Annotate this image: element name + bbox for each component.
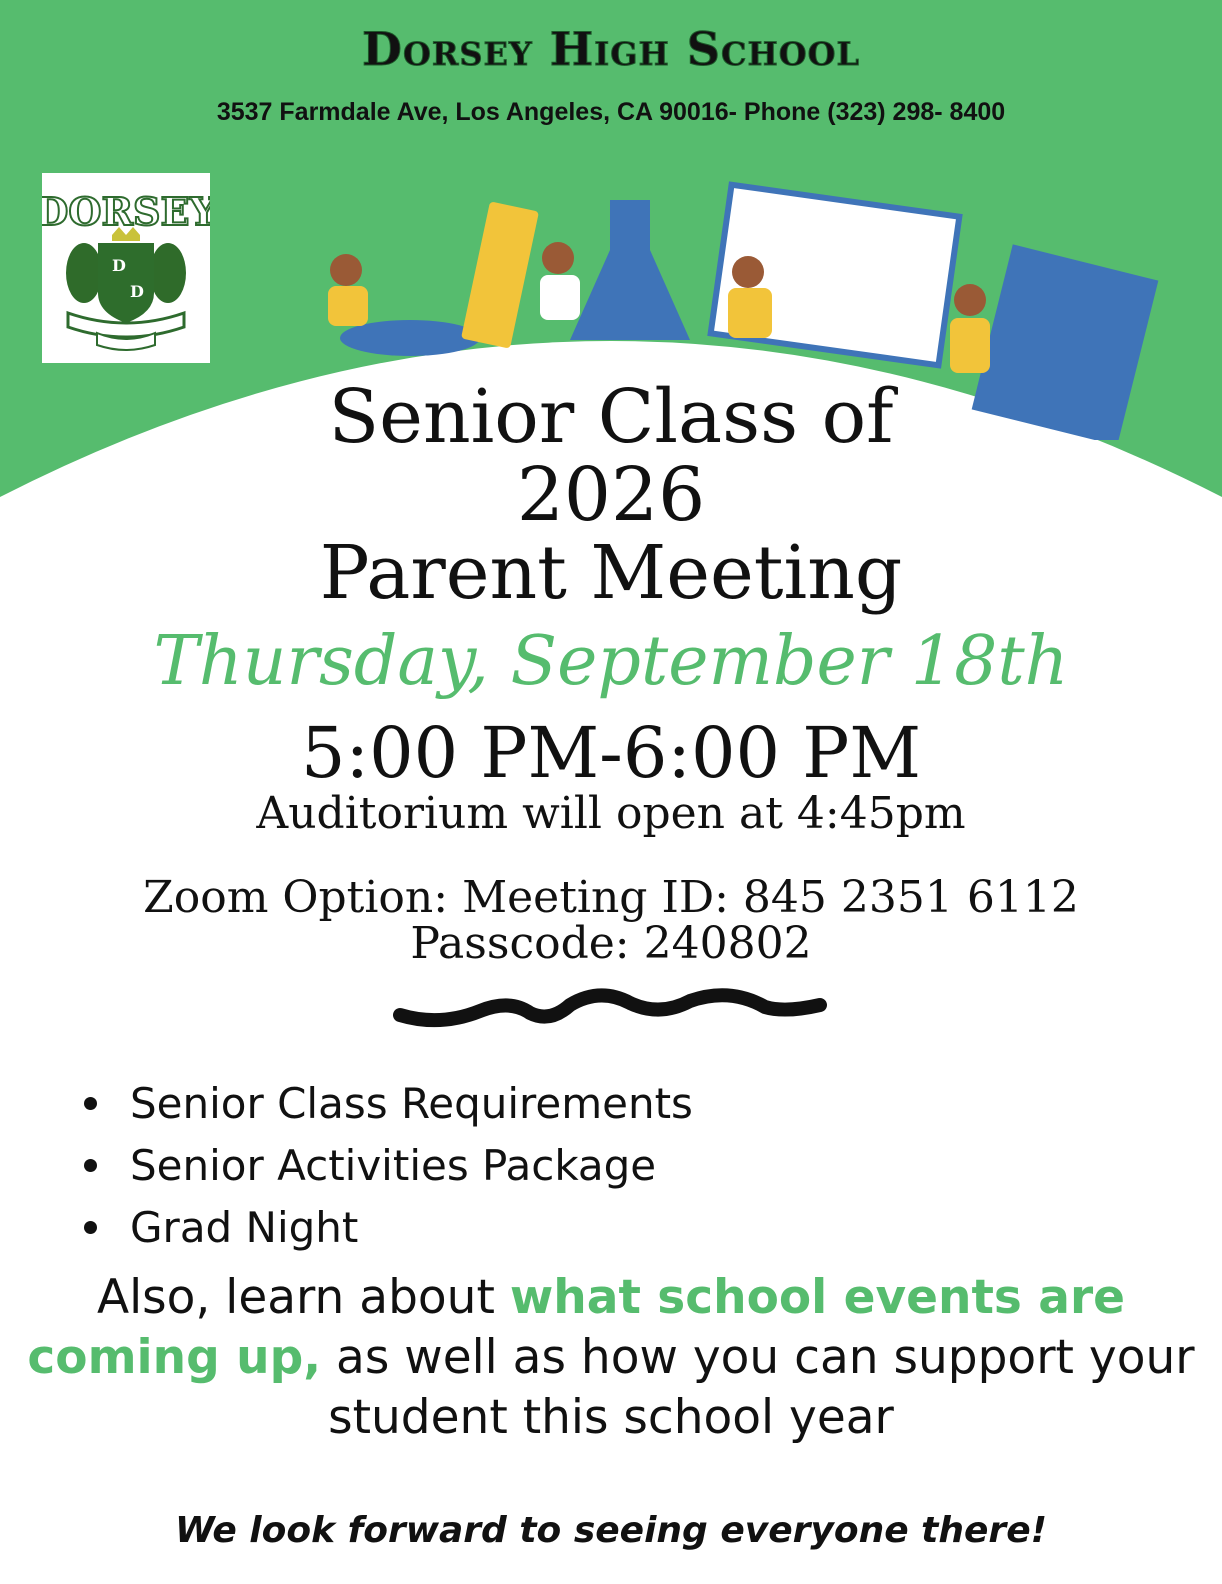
list-item-label: Senior Class Requirements <box>130 1078 693 1128</box>
closing-message: We look forward to seeing everyone there! <box>174 1510 1048 1551</box>
info-paragraph <box>0 1268 1222 1448</box>
event-date: Thursday, September 18th <box>153 622 1069 701</box>
paragraph-highlight: what school events are coming up, <box>27 1270 1126 1385</box>
school-address: 3537 Farmdale Ave, Los Angeles, CA 90016- Phone (323) 298- 8400 <box>216 98 1006 126</box>
bullet-icon <box>84 1159 97 1172</box>
bullet-icon <box>84 1221 97 1234</box>
bullet-icon <box>84 1097 97 1110</box>
paragraph-text: as well as how you can support your student this school year <box>321 1330 1195 1445</box>
event-title <box>0 374 1222 616</box>
zoom-meeting-id: Zoom Option: Meeting ID: 845 2351 6112 <box>143 872 1079 923</box>
paragraph-text: Also, learn about <box>96 1270 510 1325</box>
title-line-1: Senior Class of <box>328 374 894 460</box>
svg-text:D: D <box>112 256 126 275</box>
list-item <box>80 1196 693 1258</box>
list-item <box>80 1072 693 1134</box>
event-time: 5:00 PM-6:00 PM <box>300 712 922 794</box>
school-name: Dorsey High School <box>362 22 860 76</box>
squiggle-divider <box>390 985 830 1035</box>
list-item-label: Grad Night <box>130 1202 359 1252</box>
list-item-label: Senior Activities Package <box>130 1140 657 1190</box>
list-item <box>80 1134 693 1196</box>
doors-open-note: Auditorium will open at 4:45pm <box>256 788 966 839</box>
svg-text:D: D <box>130 282 144 301</box>
school-logo <box>42 173 210 363</box>
zoom-passcode: Passcode: 240802 <box>410 918 812 969</box>
title-line-2: 2026 <box>516 452 706 538</box>
svg-text:DORSEY: DORSEY <box>42 189 210 234</box>
topic-list <box>80 1072 693 1258</box>
title-line-3: Parent Meeting <box>319 530 903 616</box>
